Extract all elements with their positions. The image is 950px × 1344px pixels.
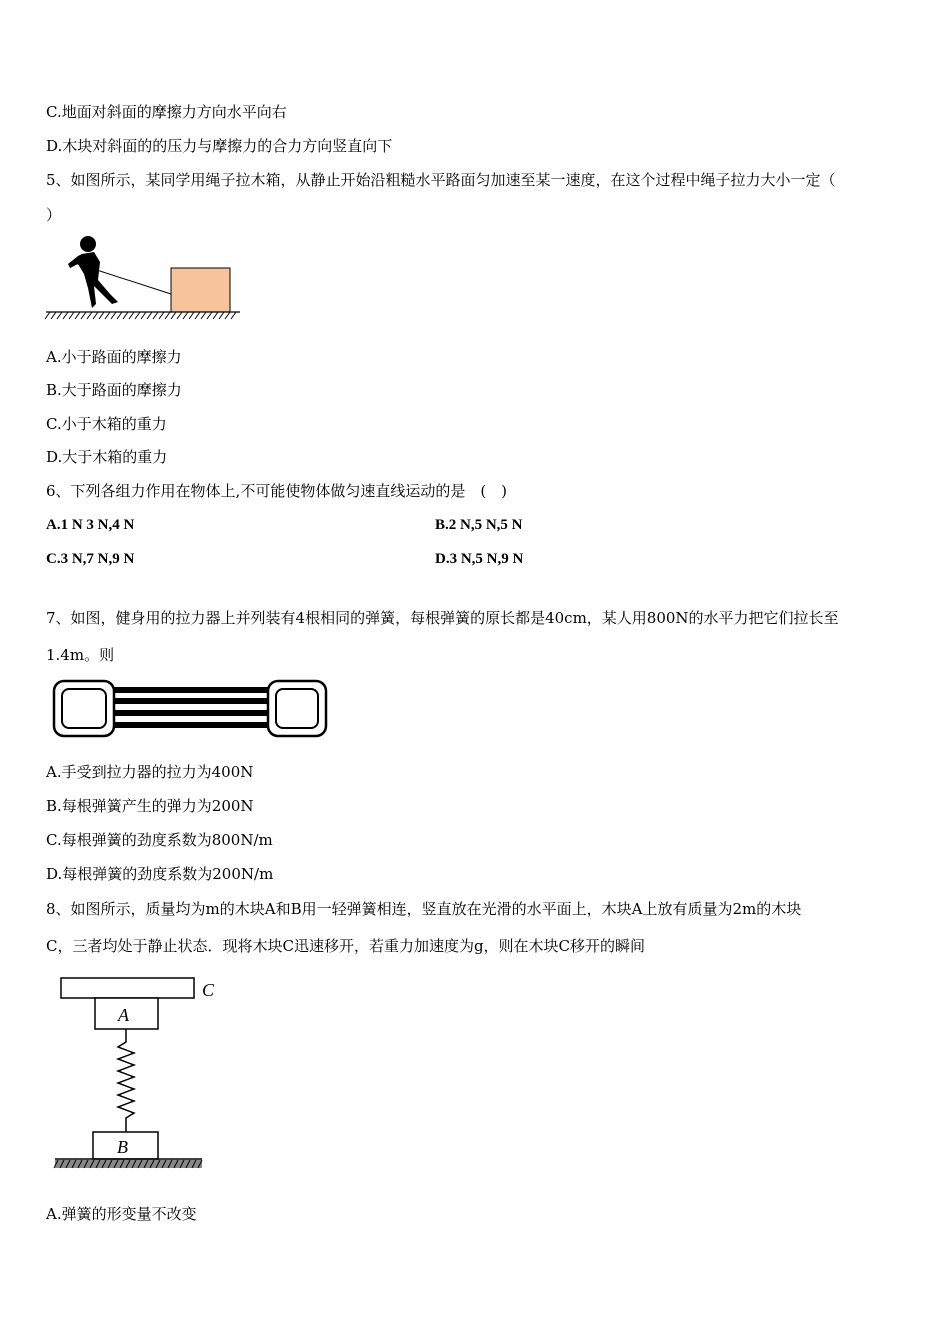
q8-stem: 8、如图所示，质量均为m的木块A和B用一轻弹簧相连，竖直放在光滑的水平面上，木块A上放有质量为2m的木块 xyxy=(46,900,802,918)
q6-option-c: C.3 N,7 N,9 N xyxy=(46,551,135,567)
crate xyxy=(171,268,230,312)
q8-stem-continued: C，三者均处于静止状态．现将木块C迅速移开，若重力加速度为g，则在木块C移开的瞬间 xyxy=(46,937,646,955)
block-c xyxy=(61,978,194,998)
q6-option-a: A.1 N 3 N,4 N xyxy=(46,517,135,533)
q5-stem-continued: ） xyxy=(46,206,62,224)
spring xyxy=(118,1029,134,1132)
q6-option-d: D.3 N,5 N,9 N xyxy=(435,551,524,567)
q6-stem: 6、下列各组力作用在物体上,不可能使物体做匀速直线运动的是 ( ) xyxy=(46,482,508,500)
q4-option-d: D.木块对斜面的的压力与摩擦力的合力方向竖直向下 xyxy=(46,137,393,155)
q5-stem: 5、如图所示，某同学用绳子拉木箱，从静止开始沿粗糙水平路面匀加速至某一速度，在这个过程中绳子拉力大小一定（ xyxy=(46,171,836,189)
spring-1 xyxy=(114,687,268,693)
q5-option-d: D.大于木箱的重力 xyxy=(46,448,168,466)
q8-option-a: A.弹簧的形变量不改变 xyxy=(46,1205,197,1223)
q8-figure-blocks-spring xyxy=(52,972,232,1177)
q5-option-c: C.小于木箱的重力 xyxy=(46,415,167,433)
spring-4 xyxy=(114,722,268,728)
spring-2 xyxy=(114,698,268,704)
q7-figure-expander xyxy=(52,679,330,739)
q7-option-a: A.手受到拉力器的拉力为400N xyxy=(46,763,254,781)
q4-option-c: C.地面对斜面的摩擦力方向水平向右 xyxy=(46,103,287,121)
block-a-label: A xyxy=(118,1005,129,1025)
q5-option-b: B.大于路面的摩擦力 xyxy=(46,381,182,399)
q7-option-b: B.每根弹簧产生的弹力为200N xyxy=(46,797,254,815)
q7-option-d: D.每根弹簧的劲度系数为200N/m xyxy=(46,865,274,883)
q6-option-b: B.2 N,5 N,5 N xyxy=(435,517,523,533)
q7-stem-continued: 1.4m。则 xyxy=(46,646,115,664)
q5-option-a: A.小于路面的摩擦力 xyxy=(46,348,182,366)
block-b-label: B xyxy=(117,1137,128,1157)
q5-figure-pulling-crate xyxy=(44,232,244,324)
q7-option-c: C.每根弹簧的劲度系数为800N/m xyxy=(46,831,273,849)
block-c-label: C xyxy=(202,980,215,1000)
spring-3 xyxy=(114,710,268,716)
q7-stem: 7、如图，健身用的拉力器上并列装有4根相同的弹簧，每根弹簧的原长都是40cm，某人用800N的水平力把它们拉长至 xyxy=(46,609,839,627)
